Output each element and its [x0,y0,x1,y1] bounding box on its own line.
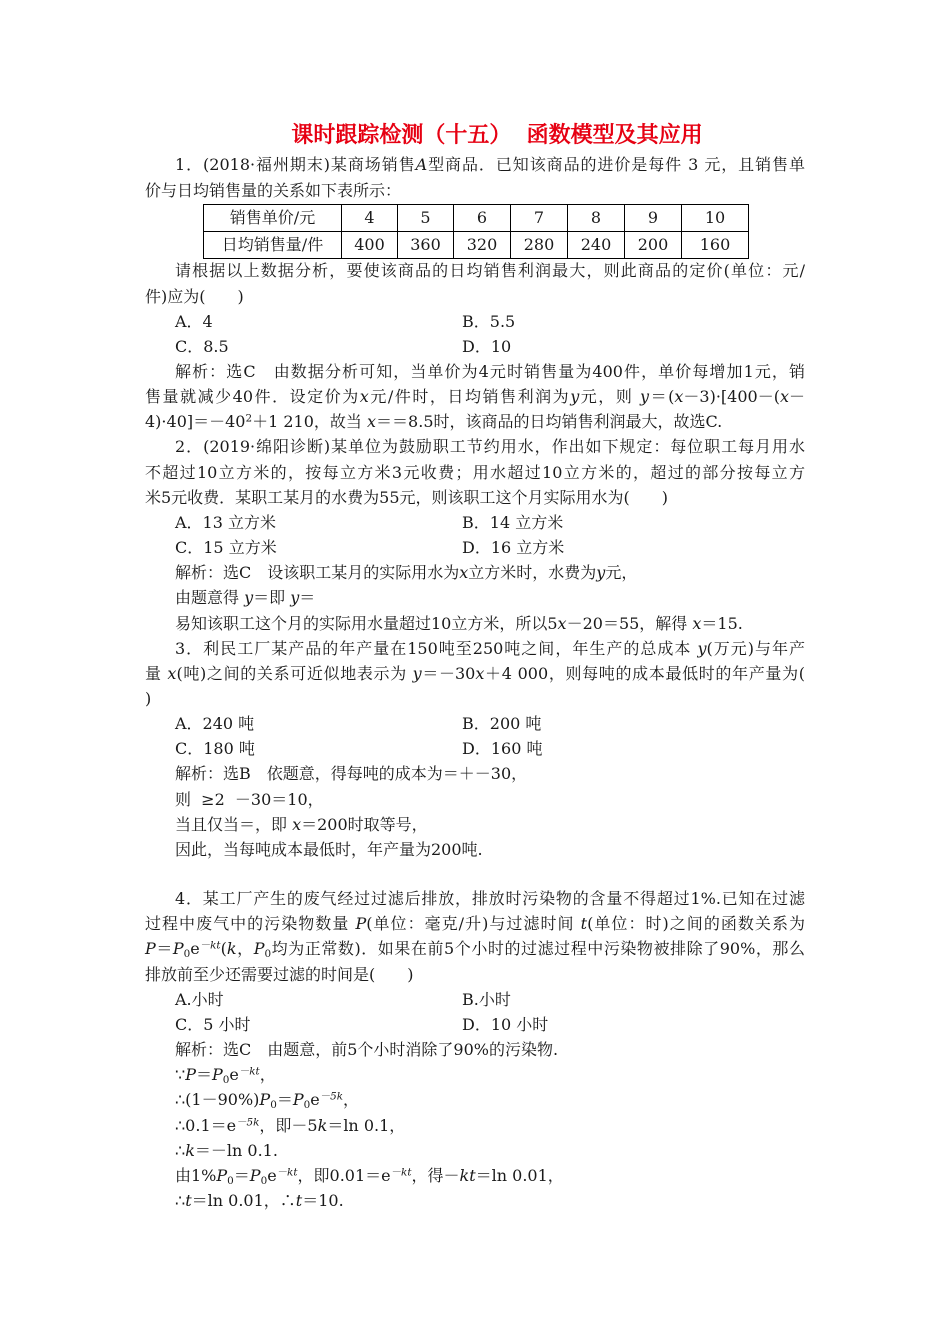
q3-solution-line [145,812,805,837]
question-2 [145,434,805,635]
text-run: 4．某工厂产生的废气经过过滤后排放，排放时污染物的含量不得超过1%.已知在过滤 [175,889,805,909]
page-title: 课时跟踪检测（十五） 函数模型及其应用 [291,122,703,148]
q2-stem-line [145,485,805,510]
subscript: 0 [227,1174,234,1187]
text-run: 解析：选C 由数据分析可知，当单价为4元时销售量为400件，单价每增加1元，销 [175,361,805,381]
text-run: e [229,1065,239,1085]
q4-stem-line [145,886,805,911]
math-variable: P [216,1165,228,1185]
text-run: 量 [145,663,168,683]
option-d: D．160 吨 [462,739,543,759]
text-run: ＝ln 0.1， [327,1115,406,1135]
text-run: ＝即 [253,588,291,608]
math-variable: x [459,563,469,583]
text-run: 解析：选C 设该职工某月的实际用水为 [175,563,460,583]
table-cell: 320 [454,232,511,259]
q3-options-row [145,736,805,761]
q4-solution-line [145,1113,805,1138]
option-d: D．16 立方米 [462,538,565,558]
q1-stem-line [145,178,805,203]
text-run: ＝ [299,588,316,608]
text-run: 元，则 [579,387,640,407]
math-variable: k [317,1115,328,1135]
table-cell: 7 [511,205,568,232]
math-variable: A [415,155,428,175]
math-variable: x [692,613,702,633]
table-cell: 240 [568,232,625,259]
table-cell: 9 [625,205,682,232]
table-cell: 160 [682,232,749,259]
text-run: 由题意得 [175,588,245,608]
q4-stem-line [145,936,805,961]
text-run: 型商品．已知该商品的进价是每件 3 元，且销售单 [427,155,805,175]
text-run: e [267,1165,277,1185]
q1-question-line [145,284,805,309]
superscript: －kt [199,939,221,952]
q1-table-wrap [145,203,805,259]
text-run: ＝ [276,1090,293,1110]
paragraph-spacer [145,862,805,886]
text-run: 易知该职工这个月的实际用水量超过10立方米，所以5 [175,613,558,633]
table-header-cell: 销售单价/元 [204,205,342,232]
text-run: 件)应为( ) [145,286,244,306]
text-run: (单位：毫克/升)与过滤时间 [366,914,581,934]
text-run: 售量就减少40件．设定价为 [145,387,360,407]
table-header-cell: 日均销售量/件 [204,232,342,259]
text-run: － [788,387,805,407]
text-run: ( [220,939,227,959]
text-run: 立方米时，水费为 [468,563,597,583]
math-variable: y [290,588,300,608]
superscript: －5k [236,1115,260,1128]
q1-options-row [145,309,805,334]
table-cell: 400 [342,232,398,259]
q3-solution-line [145,787,805,812]
option-b: B．5.5 [462,311,516,331]
superscript: 2 [245,412,253,425]
option-c: C．5 小时 [175,1014,251,1034]
superscript: －kt [276,1166,298,1179]
text-run: e [310,1090,320,1110]
math-variable: x [475,663,485,683]
math-variable: y [570,387,580,407]
q2-solution-line [145,585,805,610]
q2-stem-line [145,460,805,485]
q1-solution-line [145,409,805,434]
math-variable: k [226,939,237,959]
q1-solution-line [145,384,805,409]
option-b: B.小时 [462,989,511,1009]
q3-options-row [145,711,805,736]
math-variable: x [292,814,302,834]
text-run: 因此，当每吨成本最低时，年产量为200吨. [175,839,483,859]
text-run: 排放前至少还需要过滤的时间是( ) [145,964,414,984]
table-cell: 360 [398,232,454,259]
math-variable: y [596,563,606,583]
text-run: ＝－30 [421,663,476,683]
text-run: －20＝55，解得 [566,613,693,633]
text-run: ＝( [649,387,675,407]
text-run: ∴ [175,1190,186,1210]
math-variable: x [167,663,177,683]
text-run: ＝＝8.5时，该商品的日均销售利润最大，故选C. [376,412,723,432]
math-variable: y [244,588,254,608]
text-run: 解析：选C 由题意，前5个小时消除了90%的污染物. [175,1040,559,1060]
superscript: －kt [390,1166,412,1179]
text-run: ，即0.01＝e [297,1165,391,1185]
document-body [145,152,805,1213]
text-run: 不超过10立方米的，按每立方米3元收费；用水超过10立方米的，超过的部分按每立方 [145,462,805,482]
q4-solution-line [145,1188,805,1213]
superscript: －5k [319,1090,343,1103]
text-run: ＋1 210，故当 [252,412,368,432]
text-run: ， [236,939,254,959]
text-run: 价与日均销售量的关系如下表所示： [145,180,402,200]
q4-options-row [145,1012,805,1037]
text-run: ＝ [195,1065,212,1085]
text-run: ＝200时取等号， [301,814,428,834]
math-variable: P [253,939,265,959]
text-run: ) [145,689,152,709]
q4-solution-line [145,1037,805,1062]
q4-solution-line [145,1163,805,1188]
text-run: (万元)与年产 [706,638,805,658]
text-run: 米5元收费．某职工某月的水费为55元，则该职工这个月实际用水为( ) [145,487,669,507]
text-run: ， [259,1065,276,1085]
option-d: D．10 [462,336,512,356]
math-variable: P [355,914,367,934]
text-run: 当且仅当＝，即 [175,814,293,834]
text-run: ＝15. [701,613,743,633]
q3-stem-line [145,661,805,686]
text-run: ＝ [233,1165,250,1185]
math-variable: t [185,1190,192,1210]
q3-solution-line [145,837,805,862]
math-variable: P [185,1065,196,1085]
option-c: C．180 吨 [175,739,255,759]
q4-stem-line [145,911,805,936]
q1-question-line [145,258,805,283]
question-4 [145,886,805,1213]
math-variable: k [185,1140,195,1160]
table-cell: 280 [511,232,568,259]
text-run: ，得－ [411,1165,460,1185]
table-row [204,232,749,259]
subscript: 0 [303,1099,311,1112]
text-run: 请根据以上数据分析，要使该商品的日均销售利润最大，则此商品的定价(单位：元/ [175,261,805,281]
q2-options-row [145,510,805,535]
math-variable: P [211,1065,223,1085]
option-d: D．10 小时 [462,1014,549,1034]
q2-options-row [145,535,805,560]
text-run: 元， [605,563,638,583]
math-variable: x [367,412,377,432]
price-sales-table [203,204,749,259]
subscript: 0 [270,1099,277,1112]
math-variable: y [640,387,650,407]
option-c: C．15 立方米 [175,538,277,558]
text-run: ＝ln 0.01， [475,1165,564,1185]
math-variable: y [412,663,422,683]
text-run: 元/件时，日均销售利润为 [368,387,571,407]
text-run: 解析：选B 依题意，得每吨的成本为＝＋－30， [175,764,528,784]
table-cell: 4 [342,205,398,232]
text-run: 则 ≥2 －30＝10， [175,789,324,809]
text-run: ＋4 000，则每吨的成本最低时的年产量为( [484,663,805,683]
q4-solution-line [145,1138,805,1163]
option-c: C．8.5 [175,336,229,356]
q1-options-row [145,334,805,359]
option-a: A．13 立方米 [175,512,277,532]
q3-solution-line [145,761,805,786]
text-run: ＝ln 0.01，∴ [191,1190,296,1210]
table-cell: 5 [398,205,454,232]
math-variable: kt [459,1165,476,1185]
q3-stem-line [145,686,805,711]
q2-stem-line [145,434,805,459]
text-run: ＝10. [302,1190,344,1210]
table-cell: 10 [682,205,749,232]
q2-solution-line [145,560,805,585]
table-cell: 6 [454,205,511,232]
text-run: ， [343,1090,360,1110]
text-run: 过程中废气中的污染物数量 [145,914,356,934]
math-variable: P [292,1090,304,1110]
subscript: 0 [183,948,191,961]
question-1 [145,152,805,434]
math-variable: x [557,613,567,633]
text-run: ∴(1－90%) [175,1090,260,1110]
option-b: B．14 立方米 [462,512,564,532]
math-variable: P [145,939,156,959]
text-run: (吨)之间的关系可近似地表示为 [176,663,413,683]
math-variable: t [580,914,588,934]
q4-solution-line [145,1087,805,1112]
text-run: 3．利民工厂某产品的年产量在150吨至250吨之间，年生产的总成本 [175,638,698,658]
math-variable: y [697,638,707,658]
math-variable: x [359,387,369,407]
math-variable: P [172,939,184,959]
subscript: 0 [264,948,272,961]
text-run: ∴0.1＝e [175,1115,237,1135]
subscript: 0 [260,1174,268,1187]
option-b: B．200 吨 [462,714,542,734]
text-run: 1．(2018·福州期末)某商场销售 [175,155,416,175]
option-a: A．4 [175,311,213,331]
option-a: A.小时 [175,989,224,1009]
superscript: －kt [238,1065,260,1078]
text-run: 4)·40]＝－40 [145,412,246,432]
text-run: e [190,939,200,959]
math-variable: t [295,1190,303,1210]
math-variable: P [249,1165,261,1185]
text-run: ∵ [175,1065,186,1085]
table-row [204,205,749,232]
option-a: A．240 吨 [175,714,255,734]
text-run: ，即－5 [259,1115,318,1135]
q4-solution-line [145,1062,805,1087]
text-run: ＝ [155,939,173,959]
question-3 [145,636,805,862]
q4-options-row [145,987,805,1012]
q4-stem-line [145,962,805,987]
math-variable: x [779,387,789,407]
subscript: 0 [222,1074,230,1087]
table-cell: 200 [625,232,682,259]
table-cell: 8 [568,205,625,232]
text-run: 均为正常数)．如果在前5个小时的过滤过程中污染物被排除了90%，那么 [271,939,805,959]
text-run: －3)·[400－( [683,387,780,407]
text-run: ∴ [175,1140,186,1160]
text-run: 由1% [175,1165,217,1185]
q2-solution-line [145,611,805,636]
text-run: ＝－ln 0.1. [194,1140,278,1160]
text-run: 2．(2019·绵阳诊断)某单位为鼓励职工节约用水，作出如下规定：每位职工每月用水 [175,437,805,457]
q3-stem-line [145,636,805,661]
math-variable: x [674,387,684,407]
q1-stem-line [145,152,805,177]
math-variable: P [259,1090,271,1110]
q1-solution-line [145,359,805,384]
text-run: (单位：时)之间的函数关系为 [587,914,805,934]
